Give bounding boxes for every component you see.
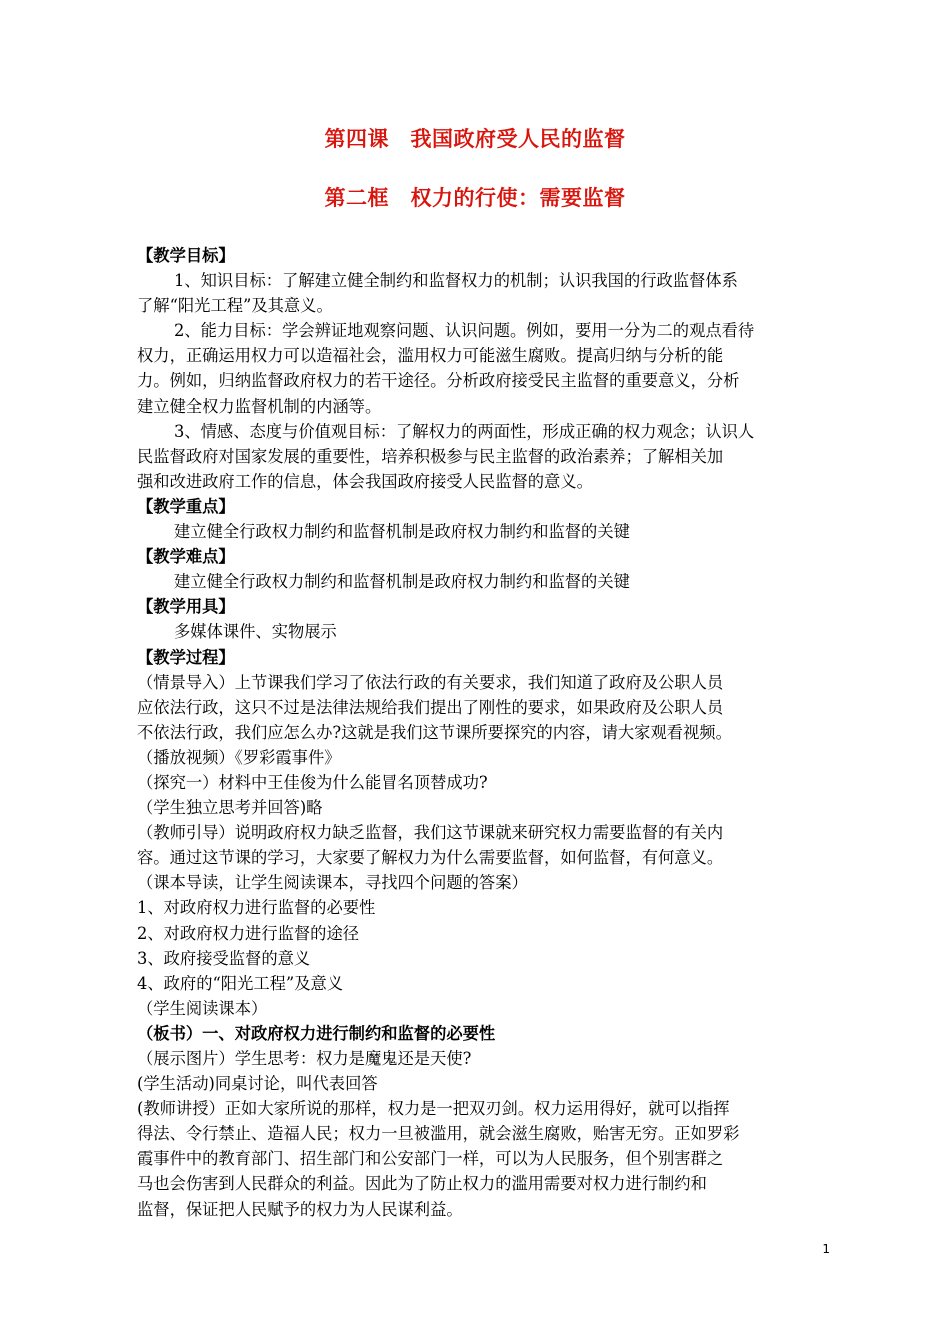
text-line: 权力，正确运用权力可以造福社会，滥用权力可能滋生腐败。提高归纳与分析的能 (137, 346, 724, 366)
text-line: （探究一）材料中王佳俊为什么能冒名顶替成功? (137, 772, 488, 792)
text-line: 力。例如，归纳监督政府权力的若干途径。分析政府接受民主监督的重要意义，分析 (137, 371, 740, 391)
document-body (137, 243, 817, 1222)
text-line: 3、情感、态度与价值观目标：了解权力的两面性，形成正确的权力观念；认识人 (174, 421, 755, 441)
page-number: 1 (822, 1242, 830, 1256)
text-line: (教师讲授）正如大家所说的那样，权力是一把双刃剑。权力运用得好，就可以指挥 (137, 1099, 730, 1119)
text-line: 应依法行政，这只不过是法律法规给我们提出了刚性的要求，如果政府及公职人员 (137, 697, 724, 717)
text-line: 建立健全行政权力制约和监督机制是政府权力制约和监督的关键 (174, 522, 630, 542)
text-line: （教师引导）说明政府权力缺乏监督，我们这节课就来研究权力需要监督的有关内 (137, 823, 724, 843)
section-heading: 【教学目标】 (137, 246, 235, 265)
text-line: 了解“阳光工程”及其意义。 (137, 296, 333, 316)
text-line: 马也会伤害到人民群众的利益。因此为了防止权力的滥用需要对权力进行制约和 (137, 1174, 707, 1194)
text-line: （展示图片）学生思考：权力是魔鬼还是天使? (137, 1049, 472, 1068)
text-line: （课本导读，让学生阅读课本，寻找四个问题的答案） (137, 873, 528, 893)
text-line: 不依法行政，我们应怎么办?这就是我们这节课所要探究的内容，请大家观看视频。 (137, 722, 732, 742)
text-line: 1、对政府权力进行监督的必要性 (137, 898, 376, 918)
text-line: 建立健全行政权力制约和监督机制是政府权力制约和监督的关键 (174, 572, 630, 592)
text-line: 2、能力目标：学会辨证地观察问题、认识问题。例如，要用一分为二的观点看待 (174, 321, 755, 341)
section-title: 第二框 权力的行使：需要监督 (324, 185, 626, 210)
text-line: 多媒体课件、实物展示 (174, 622, 337, 642)
text-line: （情景导入）上节课我们学习了依法行政的有关要求，我们知道了政府及公职人员 (137, 672, 724, 692)
text-line: 建立健全权力监督机制的内涵等。 (137, 396, 382, 416)
text-line: (学生活动)同桌讨论，叫代表回答 (137, 1074, 378, 1094)
text-line: 得法、令行禁止、造福人民；权力一旦被滥用，就会滋生腐败，贻害无穷。正如罗彩 (137, 1124, 740, 1144)
text-line: 民监督政府对国家发展的重要性，培养积极参与民主监督的政治素养；了解相关加 (137, 446, 724, 466)
text-line: 强和改进政府工作的信息，体会我国政府接受人民监督的意义。 (137, 471, 593, 491)
text-line: 2、对政府权力进行监督的途径 (137, 923, 360, 943)
section-heading: （板书）一、对政府权力进行制约和监督的必要性 (137, 1023, 496, 1043)
text-line: （播放视频）《罗彩霞事件》 (137, 747, 341, 767)
section-heading: 【教学过程】 (137, 647, 235, 667)
section-heading: 【教学难点】 (137, 547, 235, 567)
text-line: 1、知识目标：了解建立健全制约和监督权力的机制；认识我国的行政监督体系 (174, 271, 738, 291)
text-line: 容。通过这节课的学习，大家要了解权力为什么需要监督，如何监督，有何意义。 (137, 848, 724, 868)
text-line: 监督，保证把人民赋予的权力为人民谋利益。 (137, 1199, 463, 1219)
section-heading: 【教学用具】 (137, 597, 235, 617)
text-line: 霞事件中的教育部门、招生部门和公安部门一样，可以为人民服务，但个别害群之 (137, 1149, 724, 1169)
text-line: （学生阅读课本） (137, 998, 268, 1018)
text-line: 4、政府的“阳光工程”及意义 (137, 973, 344, 993)
text-line: （学生独立思考并回答)略 (137, 798, 323, 818)
section-heading: 【教学重点】 (137, 496, 235, 516)
text-line: 3、政府接受监督的意义 (137, 948, 311, 968)
lesson-title: 第四课 我国政府受人民的监督 (324, 126, 626, 151)
